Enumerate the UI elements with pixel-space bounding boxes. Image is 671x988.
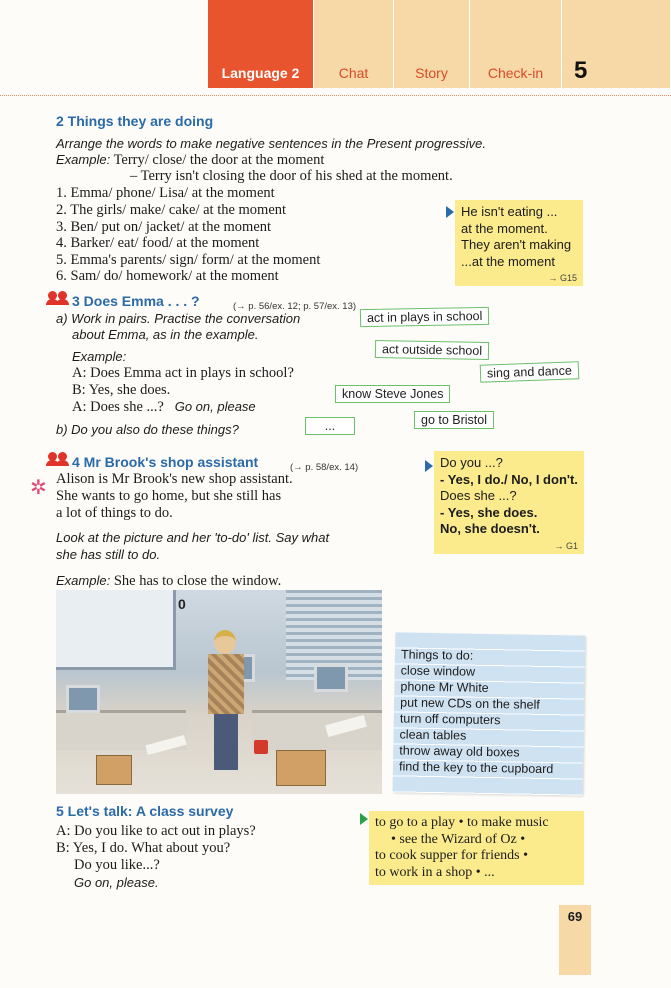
red-mug (254, 740, 268, 754)
ex2-item: 3. Ben/ put on/ jacket/ at the moment (56, 219, 272, 235)
phrase-card: act outside school (375, 340, 489, 360)
todo-item: throw away old boxes (399, 743, 520, 760)
tab-story[interactable]: Story (394, 0, 470, 88)
todo-item: phone Mr White (400, 679, 489, 695)
tab-chat[interactable]: Chat (314, 0, 394, 88)
computer-monitor (314, 664, 348, 692)
activity-line: to cook supper for friends • (375, 848, 529, 863)
ex5-title: 5 Let's talk: A class survey (56, 803, 234, 819)
ex2-example-prompt: Terry/ close/ the door at the moment (113, 152, 325, 168)
grammar-line: No, she doesn't. (440, 521, 540, 536)
ex5-activity-box (369, 811, 584, 885)
ex3-b-question: b) Do you also do these things? (56, 422, 239, 437)
grammar-line: Does she ...? (440, 488, 517, 503)
ex4-intro: She wants to go home, but she still has (56, 488, 282, 504)
page-number: 69 (559, 905, 591, 975)
ex5-line: Do you like...? (74, 857, 160, 873)
ex3-a-instruction: a) Work in pairs. Practise the conversation (56, 311, 301, 326)
grammar-reference: → G15 (548, 273, 577, 283)
pair-work-icon (47, 291, 69, 305)
cardboard-box (276, 750, 326, 786)
grammar-line: Do you ...? (440, 455, 503, 470)
alison-figure (206, 630, 246, 770)
todo-item: find the key to the cupboard (398, 759, 554, 777)
ex4-instruction: she has still to do. (56, 547, 161, 562)
grammar-reference: → G1 (554, 540, 578, 551)
ex4-intro: a lot of things to do. (56, 505, 173, 521)
ex3-a-instruction: about Emma, as in the example. (72, 327, 259, 342)
ex3-reference: (→ p. 56/ex. 12; p. 57/ex. 13) (233, 301, 357, 312)
todo-item: turn off computers (399, 711, 501, 728)
window (56, 590, 176, 670)
picture-label: 0 (178, 596, 186, 612)
ex4-example-label: Example: (56, 573, 111, 588)
ex5-arrow-icon (360, 813, 368, 825)
ex2-instruction: Arrange the words to make negative sentences in the Present progressive. (56, 136, 486, 151)
grammar-line: at the moment. (461, 220, 548, 236)
ex2-item: 5. Emma's parents/ sign/ form/ at the moment (56, 252, 321, 268)
to-do-list-note (393, 632, 586, 795)
pair-work-icon (47, 452, 69, 466)
phrase-card: know Steve Jones (335, 385, 450, 403)
grammar-line: ...at the moment (461, 253, 555, 269)
tab-check-in[interactable]: Check-in (470, 0, 562, 88)
ex3-title: 3 Does Emma . . . ? (72, 293, 200, 309)
grammar-line: They aren't making (461, 237, 572, 252)
ex4-grammar-arrow-icon (425, 460, 433, 472)
ex2-grammar-arrow-icon (446, 206, 454, 218)
ex2-example-answer: – Terry isn't closing the door of his shed at the moment. (130, 168, 453, 184)
ex5-line: B: Yes, I do. What about you? (56, 840, 231, 856)
ex4-instruction: Look at the picture and her 'to-do' list. Say what (56, 530, 330, 545)
ex2-item: 4. Barker/ eat/ food/ at the moment (56, 235, 260, 251)
activity-line: to work in a shop • ... (375, 864, 495, 880)
header-divider (0, 95, 671, 96)
ex2-item: 1. Emma/ phone/ Lisa/ at the moment (56, 185, 275, 201)
ex2-grammar-box (455, 200, 583, 286)
ex3-dialogue-b: B: Yes, she does. (72, 382, 171, 398)
unit-header (208, 0, 671, 88)
ex4-reference: (→ p. 58/ex. 14) (290, 462, 359, 473)
ex5-line: A: Do you like to act out in plays? (56, 823, 256, 839)
activity-line: to go to a play • to make music (375, 815, 549, 830)
activity-line: • see the Wizard of Oz • (391, 831, 526, 847)
ex2-item: 2. The girls/ make/ cake/ at the moment (56, 202, 287, 218)
phrase-card: ... (305, 417, 355, 435)
ex2-example-label: Example: (56, 152, 111, 167)
ex3-go-on: Go on, please (174, 399, 256, 414)
grammar-line: - Yes, I do./ No, I don't. (440, 471, 578, 487)
ex2-title: 2 Things they are doing (56, 113, 214, 129)
todo-item: put new CDs on the shelf (400, 695, 540, 712)
ex5-go-on: Go on, please. (74, 875, 159, 890)
phrase-card: go to Bristol (414, 411, 494, 429)
messy-shop-illustration (56, 590, 382, 794)
ex3-dialogue-a: A: Does Emma act in plays in school? (72, 365, 294, 381)
ex4-example (56, 572, 281, 590)
cardboard-box (96, 755, 132, 785)
phrase-card: act in plays in school (360, 307, 490, 327)
phrase-card: sing and dance (480, 361, 579, 382)
grammar-line: - Yes, she does. (440, 504, 538, 520)
ex4-title: 4 Mr Brook's shop assistant (72, 454, 259, 470)
ex3-example-label: Example: (72, 349, 127, 364)
ex4-example-text: She has to close the window. (113, 573, 282, 589)
todo-heading: Things to do: (400, 647, 474, 663)
grammar-line: He isn't eating ... (461, 204, 558, 219)
unit-number: 5 (562, 0, 671, 88)
ex3-dialogue-a2 (72, 398, 256, 416)
star-icon: ✲ (30, 477, 47, 499)
ex3-question: A: Does she ...? (72, 399, 164, 415)
ex2-item: 6. Sam/ do/ homework/ at the moment (56, 268, 279, 284)
ex2-example (56, 151, 324, 169)
todo-item: close window (400, 663, 476, 679)
ex4-grammar-box (434, 451, 584, 554)
tab-language-2[interactable]: Language 2 (208, 0, 314, 88)
ex4-intro: Alison is Mr Brook's new shop assistant. (56, 471, 293, 487)
todo-item: clean tables (399, 727, 467, 743)
computer-monitor (66, 685, 100, 713)
